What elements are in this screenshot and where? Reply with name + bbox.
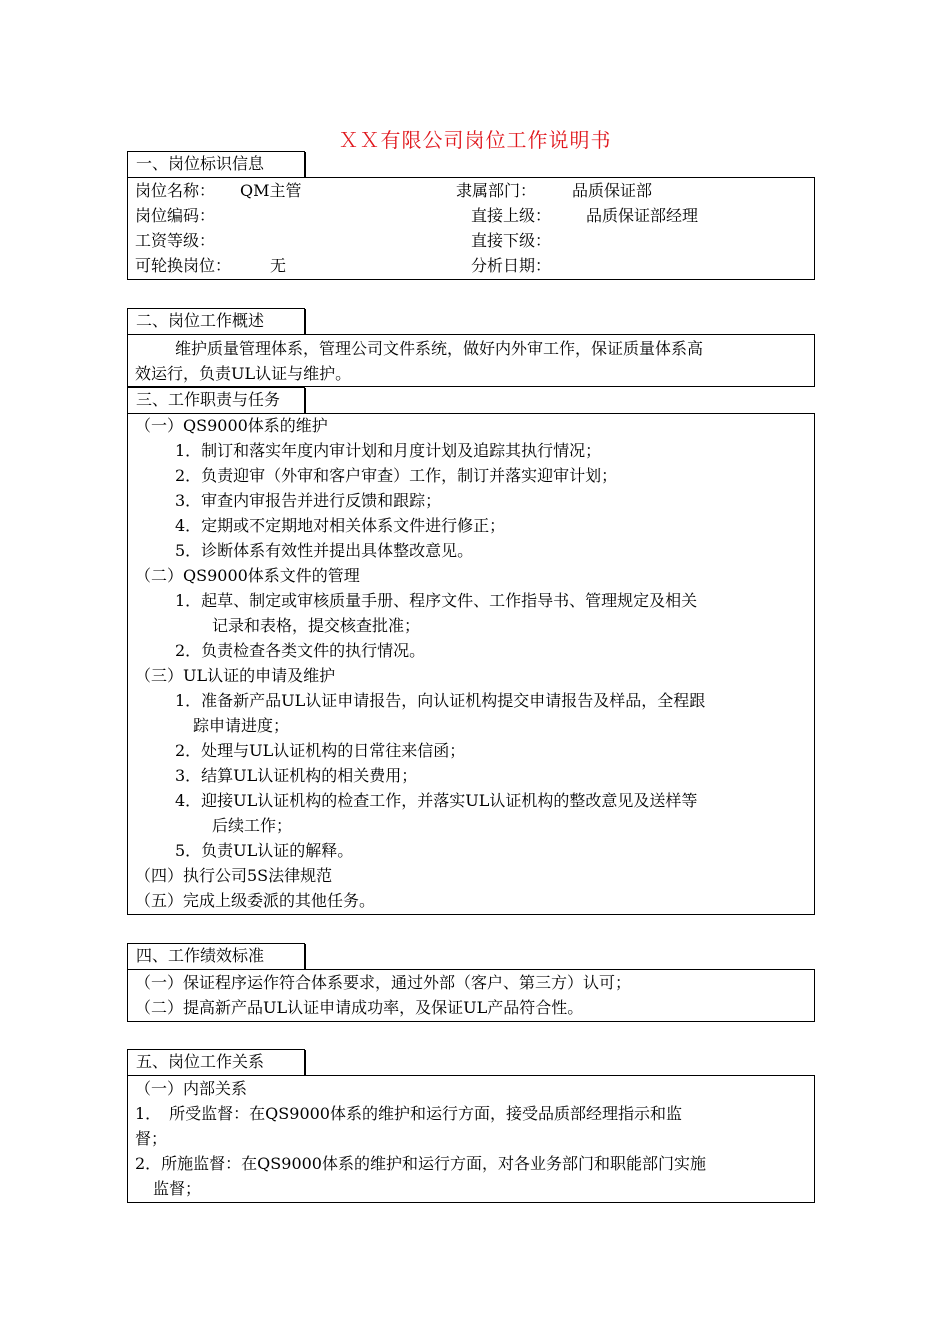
- performance-standard-1: （一）保证程序运作符合体系要求，通过外部（客户、第三方）认可；: [135, 973, 632, 992]
- section-4-heading: 四、工作绩效标准: [127, 943, 305, 969]
- duty-item: 5．诊断体系有效性并提出具体整改意见。: [175, 541, 474, 560]
- department-label: 隶属部门：: [456, 181, 537, 200]
- relationship-category-1: （一）内部关系: [135, 1079, 248, 1098]
- position-name-value: QM主管: [240, 181, 302, 200]
- duty-item: 1．准备新产品UL认证申请报告，向认证机构提交申请报告及样品，全程跟: [175, 691, 706, 710]
- duty-item-continuation: 记录和表格，提交核查批准；: [212, 616, 421, 635]
- duty-item: 3．结算UL认证机构的相关费用；: [175, 766, 418, 785]
- section-1-heading: 一、岗位标识信息: [127, 151, 305, 177]
- document-title: ＸＸ有限公司岗位工作说明书: [338, 128, 612, 152]
- duty-category-2: （二）QS9000体系文件的管理: [135, 566, 360, 585]
- duty-item: 4．迎接UL认证机构的检查工作，并落实UL认证机构的整改意见及送样等: [175, 791, 698, 810]
- salary-grade-label: 工资等级：: [135, 231, 216, 250]
- analysis-date-label: 分析日期：: [471, 256, 552, 275]
- relationship-item: 2．所施监督：在QS9000体系的维护和运行方面，对各业务部门和职能部门实施: [135, 1154, 706, 1173]
- duty-item: 4．定期或不定期地对相关体系文件进行修正；: [175, 516, 506, 535]
- performance-standard-2: （二）提高新产品UL认证申请成功率，及保证UL产品符合性。: [135, 998, 584, 1017]
- position-code-label: 岗位编码：: [135, 206, 216, 225]
- duty-category-5: （五）完成上级委派的其他任务。: [135, 891, 376, 910]
- duty-item: 3．审查内审报告并进行反馈和跟踪；: [175, 491, 442, 510]
- direct-superior-value: 品质保证部经理: [586, 206, 699, 225]
- direct-superior-label: 直接上级：: [471, 206, 552, 225]
- duty-item: 2．负责检查各类文件的执行情况。: [175, 641, 426, 660]
- department-value: 品质保证部: [572, 181, 653, 200]
- duty-item: 2．处理与UL认证机构的日常往来信函；: [175, 741, 466, 760]
- section-5-heading: 五、岗位工作关系: [127, 1049, 305, 1075]
- duty-category-3: （三）UL认证的申请及维护: [135, 666, 336, 685]
- rotatable-position-label: 可轮换岗位：: [135, 256, 232, 275]
- position-name-label: 岗位名称：: [135, 181, 216, 200]
- duty-item: 2．负责迎审（外审和客户审查）工作，制订并落实迎审计划；: [175, 466, 618, 485]
- relationship-item-continuation: 督；: [135, 1129, 168, 1148]
- overview-text-line-1: 维护质量管理体系，管理公司文件系统，做好内外审工作，保证质量体系高: [175, 339, 704, 358]
- rotatable-position-value: 无: [270, 256, 287, 275]
- duty-item: 1．制订和落实年度内审计划和月度计划及追踪其执行情况；: [175, 441, 602, 460]
- duty-item: 5．负责UL认证的解释。: [175, 841, 354, 860]
- duty-category-4: （四）执行公司5S法律规范: [135, 866, 333, 885]
- overview-text-line-2: 效运行，负责UL认证与维护。: [135, 364, 352, 383]
- duty-item: 1．起草、制定或审核质量手册、程序文件、工作指导书、管理规定及相关: [175, 591, 698, 610]
- relationship-item-continuation: 监督；: [153, 1179, 202, 1198]
- section-2-heading: 二、岗位工作概述: [127, 308, 305, 334]
- direct-subordinate-label: 直接下级：: [471, 231, 552, 250]
- duty-category-1: （一）QS9000体系的维护: [135, 416, 328, 435]
- section-3-heading: 三、工作职责与任务: [127, 387, 305, 413]
- duty-item-continuation: 踪申请进度；: [193, 716, 290, 735]
- duty-item-continuation: 后续工作；: [212, 816, 293, 835]
- relationship-item: 1． 所受监督：在QS9000体系的维护和运行方面，接受品质部经理指示和监: [135, 1104, 682, 1123]
